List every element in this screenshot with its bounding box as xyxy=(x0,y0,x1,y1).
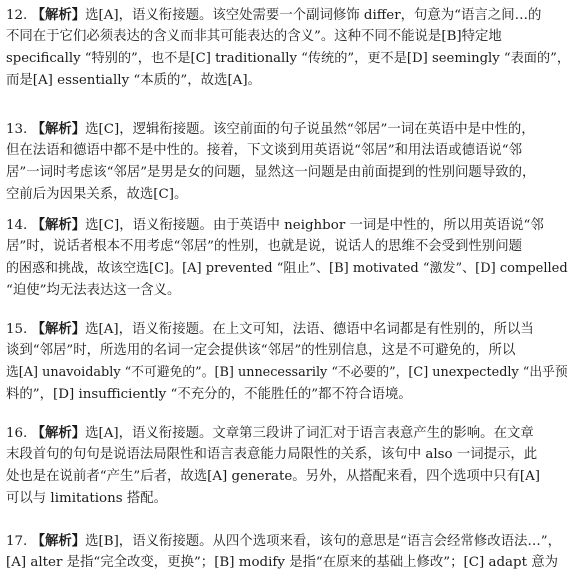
entry-text: 选[A]，语义衔接题。在上文可知，法语、德语中名词都是有性别的，所以当 xyxy=(85,322,534,337)
question-number: 16. xyxy=(6,426,28,441)
analysis-tag: 【解析】 xyxy=(31,533,86,549)
entry-first-line xyxy=(6,118,535,140)
entry-text-line: 而是[A] essentially “本质的”，故选[A]。 xyxy=(6,73,261,88)
entry-text-line: 处也是在说前者“产生”后者，故选[A] generate。另外，从搭配来看，四个选项中只有[A] xyxy=(6,469,541,484)
entry-text-line: 末段首句的句句是说语法局限性和语言表意能力局限性的关系，该句中 also 一词提示，此 xyxy=(6,447,538,462)
entry-text-line: 不同在于它们必须表达的含义而非其可能表达的含义”。这种不同不能说是[B]特定地 xyxy=(6,29,502,44)
analysis-tag: 【解析】 xyxy=(31,121,86,137)
question-number: 17. xyxy=(6,534,28,549)
entry-text-line: 选[A] unavoidably “不可避免的”。[B] unnecessarily “不必要的”，[C] unexpectedly “出乎预 xyxy=(6,365,568,380)
analysis-tag: 【解析】 xyxy=(31,7,86,23)
entry-first-line xyxy=(6,214,544,236)
entry-text-line: 居”时，说话者根本不用考虑“邻居”的性别，也就是说，说话人的思维不会受到性别问题 xyxy=(6,239,522,254)
entry-first-line xyxy=(6,4,541,26)
entry-first-line xyxy=(6,422,534,444)
entry-text-line: “迫使”均无法表达这一含义。 xyxy=(6,283,181,298)
entry-text-line: 可以与 limitations 搭配。 xyxy=(6,491,167,506)
entry-text: 选[A]，语义衔接题。该空处需要一个副词修饰 differ，句意为“语言之间…的 xyxy=(85,8,542,23)
entry-text: 选[A]，语义衔接题。文章第三段讲了词汇对于语言表意产生的影响。在文章 xyxy=(85,426,534,441)
entry-text-line: 但在法语和德语中都不是中性的。接着，下文谈到用英语说“邻居”和用法语或德语说“邻 xyxy=(6,143,522,158)
entry-text-line: 谈到“邻居”时，所选用的名词一定会提供该“邻居”的性别信息，这是不可避免的，所以 xyxy=(6,343,516,358)
entry-text-line: [A] alter 是指“完全改变，更换”；[B] modify 是指“在原来的基础上修改”；[C] adapt 意为 xyxy=(6,555,558,570)
entry-text-line: 料的”，[D] insufficiently “不充分的，不能胜任的”都不符合语境。 xyxy=(6,387,412,402)
question-number: 13. xyxy=(6,122,28,137)
analysis-tag: 【解析】 xyxy=(31,217,86,233)
question-number: 12. xyxy=(6,8,28,23)
entry-text-line: 居”一词时考虑该“邻居”是男是女的问题，显然这一问题是由前面提到的性别问题导致的， xyxy=(6,165,536,180)
analysis-tag: 【解析】 xyxy=(31,425,86,441)
question-number: 14. xyxy=(6,218,28,233)
entry-text-line: 空前后为因果关系，故选[C]。 xyxy=(6,187,188,202)
entry-text-line: specifically “特别的”，也不是[C] traditionally “传统的”，更不是[D] seemingly “表面的”， xyxy=(6,51,571,66)
entry-first-line xyxy=(6,318,534,340)
entry-first-line xyxy=(6,530,561,552)
entry-text: 选[C]，逻辑衔接题。该空前面的句子说虽然“邻居”一词在英语中是中性的， xyxy=(85,122,535,137)
question-number: 15. xyxy=(6,322,28,337)
entry-text: 选[B]，语义衔接题。从四个选项来看，该句的意思是“语言会经常修改语法…”， xyxy=(85,534,561,549)
entry-text: 选[C]，语义衔接题。由于英语中 neighbor 一词是中性的，所以用英语说“邻 xyxy=(85,218,544,233)
analysis-tag: 【解析】 xyxy=(31,321,86,337)
entry-text-line: 的困惑和挑战，故该空选[C]。[A] prevented “阻止”、[B] motivated “激发”、[D] compelled xyxy=(6,261,568,276)
